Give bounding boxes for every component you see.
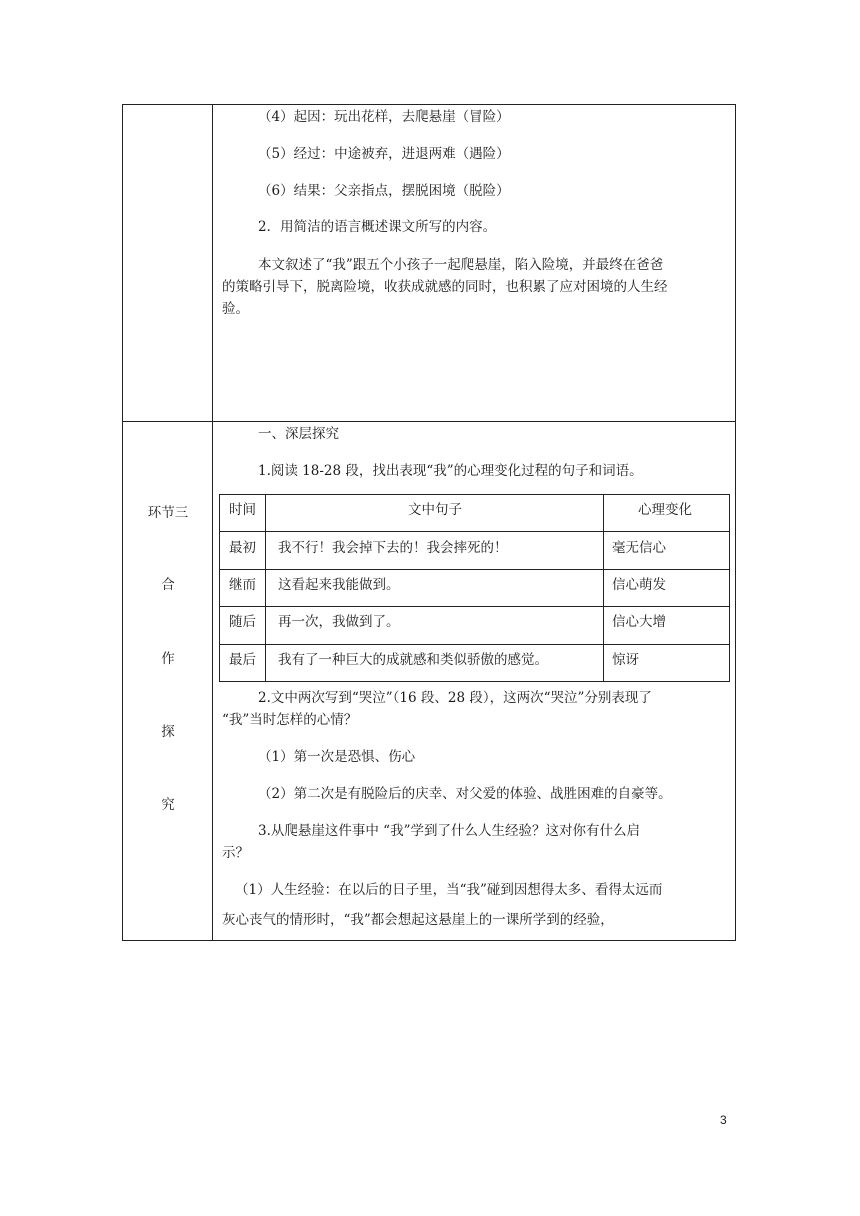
psychology-table xyxy=(219,494,730,682)
question-2-line-2: “我”当时怎样的心情？ xyxy=(222,712,358,728)
table-row-4-sentence: 我有了一种巨大的成就感和类似骄傲的感觉。 xyxy=(278,652,548,668)
header-change: 心理变化 xyxy=(638,502,692,518)
step-cause: （4）起因：玩出花样，去爬悬崖（冒险） xyxy=(258,109,510,125)
answer-2-second: （2）第二次是有脱险后的庆幸、对父爱的体验、战胜困难的自豪等。 xyxy=(258,786,672,802)
summary-line-2: 的策略引导下，脱离险境，收获成就感的同时，也积累了应对困境的人生经 xyxy=(222,279,668,295)
table-row-2-change: 信心萌发 xyxy=(612,577,666,593)
side-label-2: 合 xyxy=(161,577,175,593)
table-row-3-time: 随后 xyxy=(229,614,256,630)
answer-3-line-1: （1）人生经验：在以后的日子里，当“我”碰到因想得太多、看得太远而 xyxy=(235,882,663,898)
table-row-4-time: 最后 xyxy=(229,652,256,668)
summary-line-1: 本文叙述了“我”跟五个小孩子一起爬悬崖，陷入险境，并最终在爸爸 xyxy=(258,257,664,273)
answer-2-first: （1）第一次是恐惧、伤心 xyxy=(258,749,416,765)
header-sentence: 文中句子 xyxy=(408,502,462,518)
table-row-divider xyxy=(123,421,735,422)
table-row-3-change: 信心大增 xyxy=(612,614,666,630)
table-row-1-change: 毫无信心 xyxy=(612,540,666,556)
table-row-1-sentence: 我不行！我会掉下去的！我会摔死的！ xyxy=(278,540,508,556)
section-heading: 一、深层探究 xyxy=(258,426,339,442)
table-row-4-change: 惊讶 xyxy=(612,652,639,668)
header-time: 时间 xyxy=(229,502,256,518)
table-row-2-time: 继而 xyxy=(229,577,256,593)
question-1: 1.阅读 18-28 段，找出表现“我”的心理变化过程的句子和词语。 xyxy=(258,463,643,479)
side-label-1: 环节三 xyxy=(147,505,189,521)
side-label-4: 探 xyxy=(161,724,175,740)
answer-3-line-2: 灰心丧气的情形时，“我”都会想起这悬崖上的一课所学到的经验， xyxy=(222,912,614,928)
page-number: 3 xyxy=(720,1113,727,1127)
side-label-3: 作 xyxy=(161,651,175,667)
question-summary: 2．用简洁的语言概述课文所写的内容。 xyxy=(258,219,497,235)
question-3-line-1: 3.从爬悬崖这件事中 “我”学到了什么人生经验？这对你有什么启 xyxy=(258,823,640,839)
table-row-2-sentence: 这看起来我能做到。 xyxy=(278,577,400,593)
table-row-1-time: 最初 xyxy=(229,540,256,556)
table-row-3-sentence: 再一次，我做到了。 xyxy=(278,614,400,630)
table-column-divider xyxy=(212,105,213,940)
side-label-5: 究 xyxy=(161,797,175,813)
question-2-line-1: 2.文中两次写到“哭泣”（16 段、28 段），这两次“哭泣”分别表现了 xyxy=(258,690,652,706)
step-process: （5）经过：中途被弃，进退两难（遇险） xyxy=(258,146,510,162)
summary-line-3: 验。 xyxy=(222,301,249,317)
step-result: （6）结果：父亲指点，摆脱困境（脱险） xyxy=(258,183,510,199)
question-3-line-2: 示？ xyxy=(222,845,249,861)
